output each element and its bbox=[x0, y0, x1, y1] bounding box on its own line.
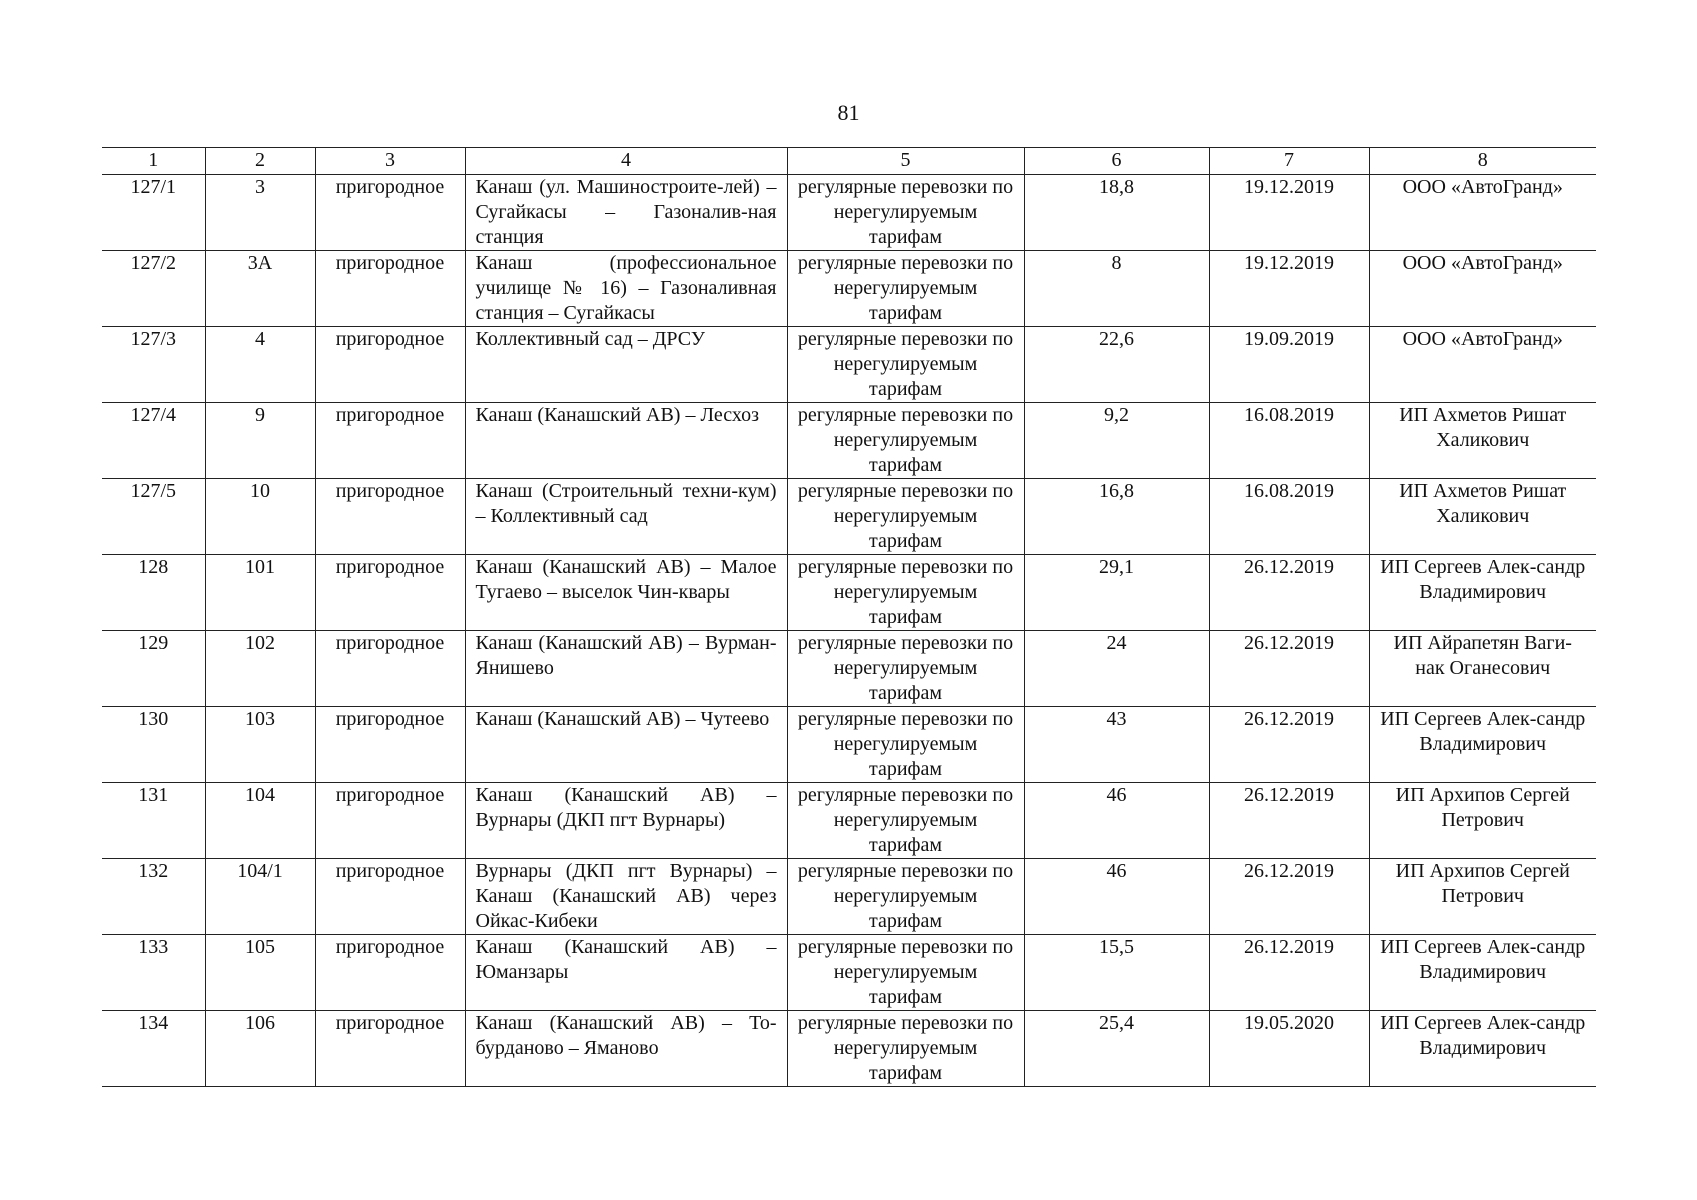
carrier-cell: ООО «АвтоГранд» bbox=[1369, 175, 1596, 251]
transport-mode-cell: регулярные перевозки по нерегулируемым тарифам bbox=[787, 403, 1024, 479]
transport-mode-cell: регулярные перевозки по нерегулируемым тарифам bbox=[787, 555, 1024, 631]
table-row bbox=[102, 935, 1596, 1011]
route-length-cell: 24 bbox=[1024, 631, 1209, 707]
route-type-cell: пригородное bbox=[315, 327, 465, 403]
column-header: 1 bbox=[102, 148, 205, 175]
route-length-cell: 18,8 bbox=[1024, 175, 1209, 251]
column-header: 3 bbox=[315, 148, 465, 175]
transport-mode-cell: регулярные перевозки по нерегулируемым тарифам bbox=[787, 251, 1024, 327]
route-number-cell: 3 bbox=[205, 175, 315, 251]
route-path-cell: Канаш (Канашский АВ) – Чутеево bbox=[465, 707, 787, 783]
route-number-cell: 103 bbox=[205, 707, 315, 783]
transport-mode-cell: регулярные перевозки по нерегулируемым тарифам bbox=[787, 783, 1024, 859]
registration-number-cell: 130 bbox=[102, 707, 205, 783]
registration-number-cell: 133 bbox=[102, 935, 205, 1011]
start-date-cell: 19.05.2020 bbox=[1209, 1011, 1369, 1087]
route-length-cell: 46 bbox=[1024, 783, 1209, 859]
carrier-cell: ИП Сергеев Алек-сандр Владимирович bbox=[1369, 707, 1596, 783]
transport-mode-cell: регулярные перевозки по нерегулируемым тарифам bbox=[787, 631, 1024, 707]
table-row bbox=[102, 479, 1596, 555]
carrier-cell: ИП Сергеев Алек-сандр Владимирович bbox=[1369, 935, 1596, 1011]
column-header: 2 bbox=[205, 148, 315, 175]
start-date-cell: 19.12.2019 bbox=[1209, 251, 1369, 327]
route-length-cell: 46 bbox=[1024, 859, 1209, 935]
start-date-cell: 26.12.2019 bbox=[1209, 935, 1369, 1011]
registration-number-cell: 127/5 bbox=[102, 479, 205, 555]
carrier-cell: ИП Сергеев Алек-сандр Владимирович bbox=[1369, 1011, 1596, 1087]
route-path-cell: Канаш (Канашский АВ) – Малое Тугаево – выселок Чин-квары bbox=[465, 555, 787, 631]
start-date-cell: 26.12.2019 bbox=[1209, 707, 1369, 783]
carrier-cell: ИП Ахметов Ришат Халикович bbox=[1369, 479, 1596, 555]
table-row bbox=[102, 555, 1596, 631]
carrier-cell: ИП Архипов Сергей Петрович bbox=[1369, 783, 1596, 859]
registration-number-cell: 127/3 bbox=[102, 327, 205, 403]
route-type-cell: пригородное bbox=[315, 631, 465, 707]
route-type-cell: пригородное bbox=[315, 175, 465, 251]
route-path-cell: Канаш (Канашский АВ) – Вурнары (ДКП пгт Вурнары) bbox=[465, 783, 787, 859]
route-type-cell: пригородное bbox=[315, 251, 465, 327]
route-path-cell: Вурнары (ДКП пгт Вурнары) – Канаш (Канашский АВ) через Ойкас-Кибеки bbox=[465, 859, 787, 935]
route-type-cell: пригородное bbox=[315, 555, 465, 631]
carrier-cell: ИП Архипов Сергей Петрович bbox=[1369, 859, 1596, 935]
table-row bbox=[102, 251, 1596, 327]
start-date-cell: 26.12.2019 bbox=[1209, 783, 1369, 859]
route-number-cell: 102 bbox=[205, 631, 315, 707]
transport-mode-cell: регулярные перевозки по нерегулируемым тарифам bbox=[787, 707, 1024, 783]
route-length-cell: 22,6 bbox=[1024, 327, 1209, 403]
table-row bbox=[102, 175, 1596, 251]
table-row bbox=[102, 859, 1596, 935]
column-header: 8 bbox=[1369, 148, 1596, 175]
route-number-cell: 105 bbox=[205, 935, 315, 1011]
registration-number-cell: 129 bbox=[102, 631, 205, 707]
route-path-cell: Канаш (Строительный техни-кум) – Коллективный сад bbox=[465, 479, 787, 555]
header-row bbox=[102, 148, 1596, 175]
start-date-cell: 16.08.2019 bbox=[1209, 403, 1369, 479]
registration-number-cell: 131 bbox=[102, 783, 205, 859]
start-date-cell: 16.08.2019 bbox=[1209, 479, 1369, 555]
route-type-cell: пригородное bbox=[315, 403, 465, 479]
table-row bbox=[102, 783, 1596, 859]
route-number-cell: 4 bbox=[205, 327, 315, 403]
route-number-cell: 10 bbox=[205, 479, 315, 555]
table-row bbox=[102, 631, 1596, 707]
transport-mode-cell: регулярные перевозки по нерегулируемым тарифам bbox=[787, 1011, 1024, 1087]
route-number-cell: 9 bbox=[205, 403, 315, 479]
route-length-cell: 43 bbox=[1024, 707, 1209, 783]
registration-number-cell: 128 bbox=[102, 555, 205, 631]
registration-number-cell: 127/2 bbox=[102, 251, 205, 327]
column-header: 7 bbox=[1209, 148, 1369, 175]
start-date-cell: 26.12.2019 bbox=[1209, 555, 1369, 631]
start-date-cell: 19.09.2019 bbox=[1209, 327, 1369, 403]
route-path-cell: Канаш (Канашский АВ) – Вурман-Янишево bbox=[465, 631, 787, 707]
registration-number-cell: 127/4 bbox=[102, 403, 205, 479]
route-path-cell: Канаш (профессиональное училище № 16) – Газоналивная станция – Сугайкасы bbox=[465, 251, 787, 327]
route-path-cell: Канаш (Канашский АВ) – Лесхоз bbox=[465, 403, 787, 479]
route-length-cell: 8 bbox=[1024, 251, 1209, 327]
transport-mode-cell: регулярные перевозки по нерегулируемым тарифам bbox=[787, 327, 1024, 403]
column-header: 5 bbox=[787, 148, 1024, 175]
registration-number-cell: 134 bbox=[102, 1011, 205, 1087]
route-path-cell: Канаш (ул. Машиностроите-лей) – Сугайкасы – Газоналив-ная станция bbox=[465, 175, 787, 251]
carrier-cell: ИП Ахметов Ришат Халикович bbox=[1369, 403, 1596, 479]
transport-mode-cell: регулярные перевозки по нерегулируемым тарифам bbox=[787, 935, 1024, 1011]
route-type-cell: пригородное bbox=[315, 859, 465, 935]
transport-mode-cell: регулярные перевозки по нерегулируемым тарифам bbox=[787, 175, 1024, 251]
route-length-cell: 15,5 bbox=[1024, 935, 1209, 1011]
table-body bbox=[102, 175, 1596, 1087]
route-type-cell: пригородное bbox=[315, 707, 465, 783]
transport-mode-cell: регулярные перевозки по нерегулируемым тарифам bbox=[787, 859, 1024, 935]
registration-number-cell: 132 bbox=[102, 859, 205, 935]
route-number-cell: 3А bbox=[205, 251, 315, 327]
carrier-cell: ИП Айрапетян Ваги-нак Оганесович bbox=[1369, 631, 1596, 707]
carrier-cell: ООО «АвтоГранд» bbox=[1369, 327, 1596, 403]
route-number-cell: 104/1 bbox=[205, 859, 315, 935]
carrier-cell: ООО «АвтоГранд» bbox=[1369, 251, 1596, 327]
transport-mode-cell: регулярные перевозки по нерегулируемым тарифам bbox=[787, 479, 1024, 555]
route-length-cell: 16,8 bbox=[1024, 479, 1209, 555]
registration-number-cell: 127/1 bbox=[102, 175, 205, 251]
start-date-cell: 26.12.2019 bbox=[1209, 631, 1369, 707]
route-length-cell: 9,2 bbox=[1024, 403, 1209, 479]
route-path-cell: Канаш (Канашский АВ) – Юманзары bbox=[465, 935, 787, 1011]
route-number-cell: 104 bbox=[205, 783, 315, 859]
route-length-cell: 25,4 bbox=[1024, 1011, 1209, 1087]
column-header: 4 bbox=[465, 148, 787, 175]
table-row bbox=[102, 707, 1596, 783]
route-type-cell: пригородное bbox=[315, 1011, 465, 1087]
route-number-cell: 101 bbox=[205, 555, 315, 631]
page-number: 81 bbox=[837, 100, 860, 125]
start-date-cell: 26.12.2019 bbox=[1209, 859, 1369, 935]
table-row bbox=[102, 1011, 1596, 1087]
route-type-cell: пригородное bbox=[315, 935, 465, 1011]
table-row bbox=[102, 403, 1596, 479]
route-path-cell: Канаш (Канашский АВ) – То-бурданово – Ямановo bbox=[465, 1011, 787, 1087]
route-type-cell: пригородное bbox=[315, 479, 465, 555]
route-number-cell: 106 bbox=[205, 1011, 315, 1087]
route-length-cell: 29,1 bbox=[1024, 555, 1209, 631]
route-type-cell: пригородное bbox=[315, 783, 465, 859]
start-date-cell: 19.12.2019 bbox=[1209, 175, 1369, 251]
table-row bbox=[102, 327, 1596, 403]
route-path-cell: Коллективный сад – ДРСУ bbox=[465, 327, 787, 403]
column-header: 6 bbox=[1024, 148, 1209, 175]
carrier-cell: ИП Сергеев Алек-сандр Владимирович bbox=[1369, 555, 1596, 631]
routes-table bbox=[102, 147, 1596, 1087]
